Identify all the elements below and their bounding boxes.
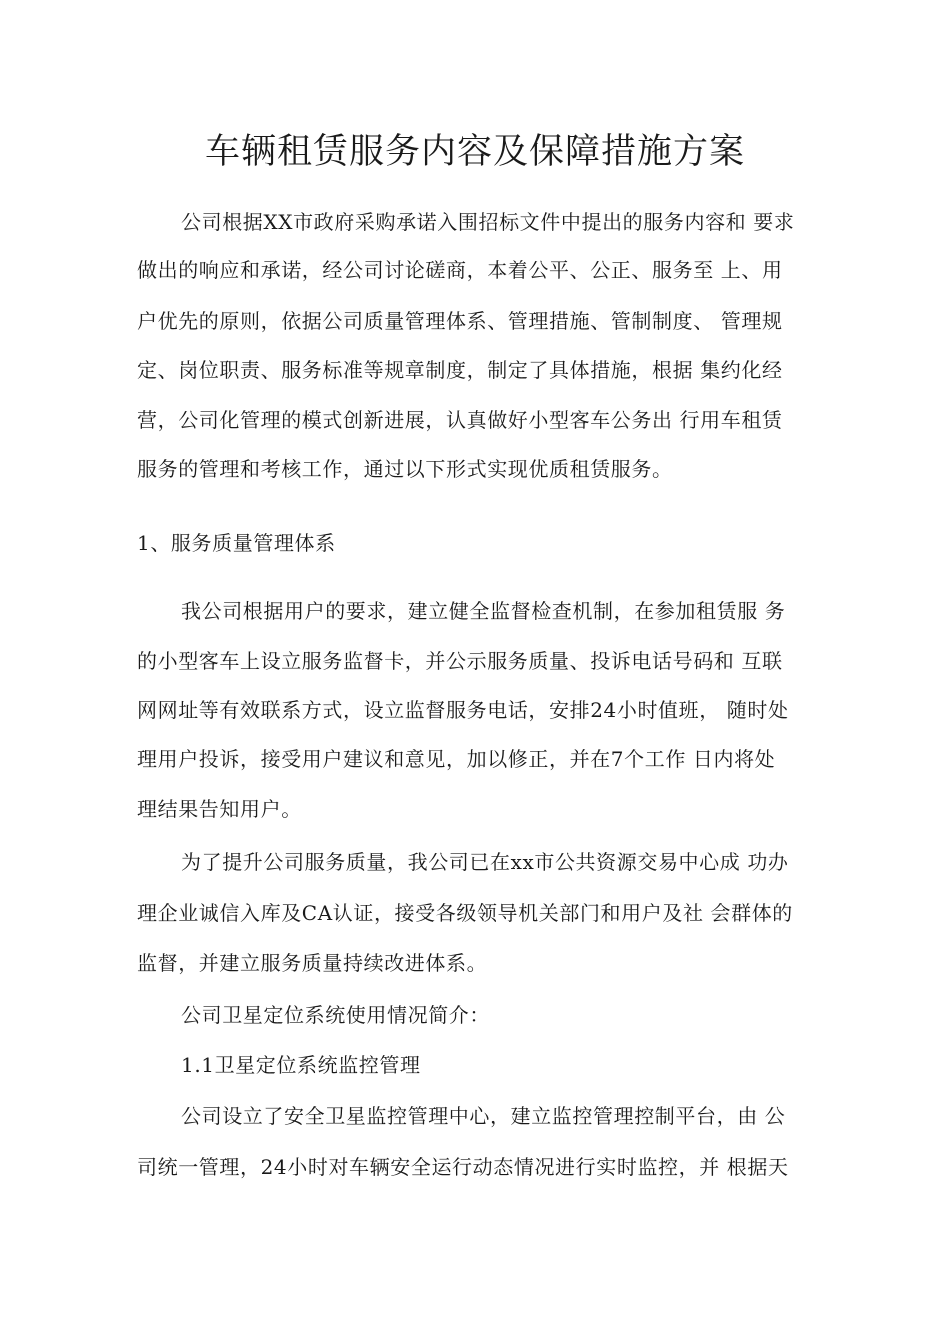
paragraph-line: 网网址等有效联系方式，设立监督服务电话，安排24小时值班， 随时处: [137, 698, 789, 722]
paragraph-line: 我公司根据用户的要求，建立健全监督检查机制，在参加租赁服 务: [181, 599, 786, 623]
paragraph-line: 理企业诚信入库及CA认证，接受各级领导机关部门和用户及社 会群体的: [137, 901, 793, 925]
section-heading: 1、服务质量管理体系: [137, 531, 336, 555]
paragraph-line: 公司根据XX市政府采购承诺入围招标文件中提出的服务内容和 要求: [181, 210, 795, 234]
paragraph-line: 营，公司化管理的模式创新进展，认真做好小型客车公务出 行用车租赁: [137, 408, 783, 432]
paragraph-line: 定、岗位职责、服务标准等规章制度，制定了具体措施，根据 集约化经: [137, 358, 783, 382]
document-title: 车辆租赁服务内容及保障措施方案: [204, 132, 745, 172]
paragraph-line: 理用户投诉，接受用户建议和意见，加以修正，并在7个工作 日内将处: [137, 747, 776, 771]
paragraph-line: 服务的管理和考核工作，通过以下形式实现优质租赁服务。: [137, 457, 673, 481]
paragraph-line: 做出的响应和承诺，经公司讨论磋商，本着公平、公正、服务至 上、用: [137, 258, 783, 282]
paragraph-line: 为了提升公司服务质量，我公司已在xx市公共资源交易中心成 功办: [181, 850, 789, 874]
paragraph-line: 公司卫星定位系统使用情况简介：: [181, 1003, 490, 1027]
paragraph-line: 监督，并建立服务质量持续改进体系。: [137, 951, 488, 975]
paragraph-line: 户优先的原则，依据公司质量管理体系、管理措施、管制制度、 管理规: [137, 309, 783, 333]
paragraph-line: 公司设立了安全卫星监控管理中心，建立监控管理控制平台，由 公: [181, 1104, 786, 1128]
paragraph-line: 的小型客车上设立服务监督卡，并公示服务质量、投诉电话号码和 互联: [137, 649, 783, 673]
paragraph-line: 司统一管理，24小时对车辆安全运行动态情况进行实时监控，并 根据天: [137, 1155, 789, 1179]
subsection-heading: 1.1卫星定位系统监控管理: [181, 1053, 421, 1077]
paragraph-line: 理结果告知用户。: [137, 797, 302, 821]
